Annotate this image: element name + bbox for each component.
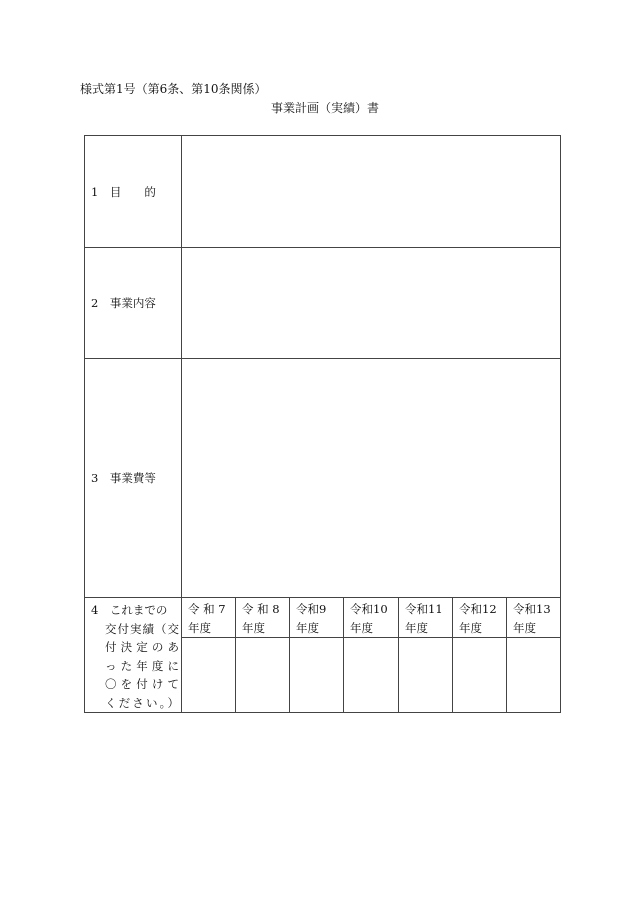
year-suffix: 年度 xyxy=(459,620,482,635)
year-suffix: 年度 xyxy=(405,620,428,635)
history-label xyxy=(89,601,179,712)
purpose-label: 1 目 的 xyxy=(91,185,156,199)
year-era: 令 和 7 xyxy=(188,602,226,616)
history-label-line: 交付実績（交 xyxy=(105,621,179,636)
content-field[interactable] xyxy=(182,248,560,358)
year-era: 令和10 xyxy=(350,602,388,616)
year-mark-cell-r9[interactable] xyxy=(290,638,343,712)
year-suffix: 年度 xyxy=(296,620,319,635)
history-label-line: った年度に xyxy=(105,658,179,673)
history-label-line: 4 これまでの xyxy=(91,603,168,617)
year-mark-cell-r8[interactable] xyxy=(236,638,289,712)
document-title: 事業計画（実績）書 xyxy=(270,101,379,115)
year-era: 令 和 8 xyxy=(242,602,280,616)
year-mark-cell-r7[interactable] xyxy=(182,638,235,712)
year-suffix: 年度 xyxy=(242,620,265,635)
plan-table xyxy=(84,135,561,713)
content-label: 2 事業内容 xyxy=(91,296,156,310)
year-header-r8 xyxy=(242,600,292,637)
cost-field[interactable] xyxy=(182,359,560,597)
purpose-field[interactable] xyxy=(182,136,560,247)
form-number: 様式第1号（第6条、第10条関係） xyxy=(80,82,267,96)
year-mark-cell-r12[interactable] xyxy=(453,638,506,712)
year-mark-cell-r10[interactable] xyxy=(344,638,398,712)
year-mark-cell-r13[interactable] xyxy=(507,638,560,712)
year-header-r12 xyxy=(459,600,509,637)
year-era: 令和12 xyxy=(459,602,497,616)
year-header-r13 xyxy=(513,600,563,637)
year-header-r7 xyxy=(188,600,238,637)
year-suffix: 年度 xyxy=(350,620,373,635)
year-mark-cell-r11[interactable] xyxy=(399,638,452,712)
cost-label: 3 事業費等 xyxy=(91,471,156,485)
year-header-r9 xyxy=(296,600,346,637)
history-label-line: ください。） xyxy=(105,695,179,710)
history-label-line: 付決定のあ xyxy=(105,640,179,654)
row-divider xyxy=(85,597,560,598)
year-suffix: 年度 xyxy=(188,620,211,635)
year-era: 令和13 xyxy=(513,602,551,616)
history-label-line: 〇を付けて xyxy=(105,677,179,691)
year-era: 令和11 xyxy=(405,602,443,616)
year-header-r10 xyxy=(350,600,400,637)
year-era: 令和9 xyxy=(296,602,327,616)
year-suffix: 年度 xyxy=(513,620,536,635)
year-header-r11 xyxy=(405,600,455,637)
